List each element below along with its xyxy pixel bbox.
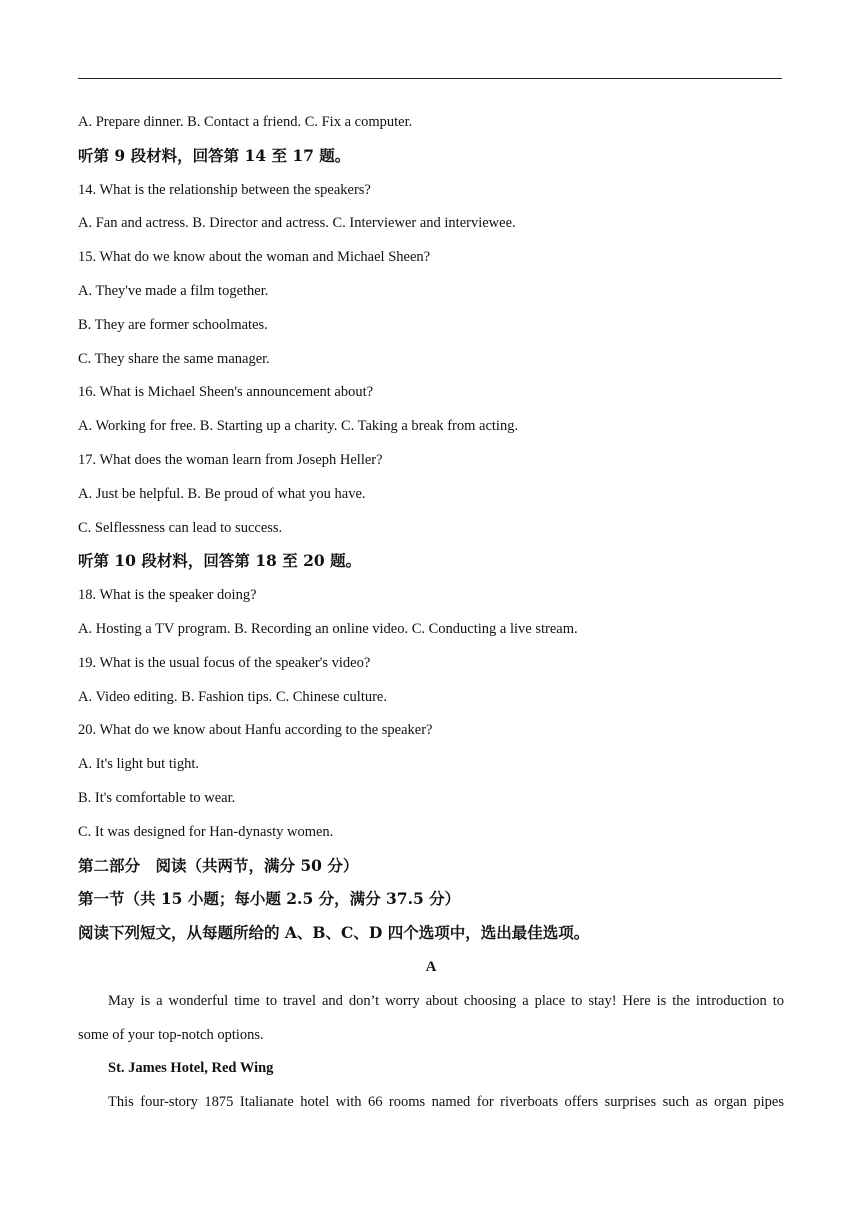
q14-options: A. Fan and actress. B. Director and actress. C. Interviewer and interviewee. xyxy=(78,215,516,232)
passage-intro-line-1: May is a wonderful time to travel and don’t worry about choosing a place to stay! Here is the introduction to xyxy=(108,992,784,1009)
section-one-heading: 第一节（共 15 小题；每小题 2.5 分，满分 37.5 分） xyxy=(78,889,461,909)
q19-options: A. Video editing. B. Fashion tips. C. Chinese culture. xyxy=(78,688,387,705)
q13-options: A. Prepare dinner. B. Contact a friend. C. Fix a computer. xyxy=(78,114,413,130)
passage-label: A xyxy=(425,958,437,975)
hotel-subheading: St. James Hotel, Red Wing xyxy=(108,1060,274,1077)
header-rule xyxy=(78,78,782,79)
passage-intro-line-2: some of your top-notch options. xyxy=(78,1026,264,1043)
q15-option-c: C. They share the same manager. xyxy=(78,350,270,367)
question-16: 16. What is Michael Sheen's announcement about? xyxy=(78,384,374,401)
question-20: 20. What do we know about Hanfu according to the speaker? xyxy=(78,722,433,739)
q20-option-a: A. It's light but tight. xyxy=(78,756,200,773)
q16-options: A. Working for free. B. Starting up a charity. C. Taking a break from acting. xyxy=(78,418,519,435)
q15-option-b: B. They are former schoolmates. xyxy=(78,316,268,333)
question-17: 17. What does the woman learn from Joseph Heller? xyxy=(78,451,383,468)
section-heading-passage-10: 听第 10 段材料，回答第 18 至 20 题。 xyxy=(78,551,362,571)
q18-options: A. Hosting a TV program. B. Recording an online video. C. Conducting a live stream. xyxy=(78,620,578,637)
q20-option-c: C. It was designed for Han-dynasty women. xyxy=(78,823,334,840)
q17-options-ab: A. Just be helpful. B. Be proud of what you have. xyxy=(78,485,366,502)
part-two-heading: 第二部分 阅读（共两节，满分 50 分） xyxy=(78,855,359,875)
question-19: 19. What is the usual focus of the speaker's video? xyxy=(78,654,371,671)
question-14: 14. What is the relationship between the speakers? xyxy=(78,181,371,198)
q15-option-a: A. They've made a film together. xyxy=(78,282,269,299)
question-18: 18. What is the speaker doing? xyxy=(78,587,257,604)
question-15: 15. What do we know about the woman and Michael Sheen? xyxy=(78,249,431,266)
q20-option-b: B. It's comfortable to wear. xyxy=(78,789,236,806)
document-body xyxy=(78,111,784,1125)
reading-instructions: 阅读下列短文，从每题所给的 A、B、C、D 四个选项中，选出最佳选项。 xyxy=(78,923,590,943)
hotel-description-line-1: This four-story 1875 Italianate hotel with 66 rooms named for riverboats offers surprises such as organ pipes xyxy=(108,1094,784,1111)
section-heading-passage-9: 听第 9 段材料，回答第 14 至 17 题。 xyxy=(78,145,351,165)
q17-option-c: C. Selflessness can lead to success. xyxy=(78,519,283,536)
